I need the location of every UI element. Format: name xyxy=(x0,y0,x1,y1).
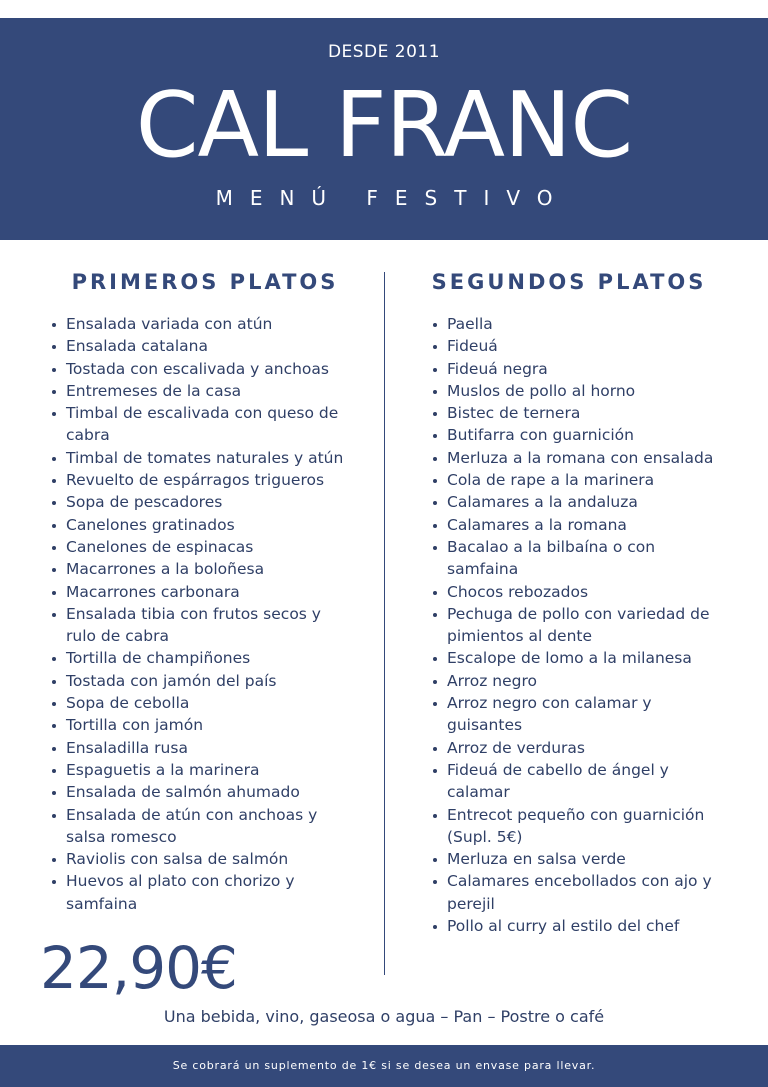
menu-item: Ensalada variada con atún xyxy=(50,313,350,335)
menu-item: Calamares a la romana xyxy=(431,514,721,536)
menu-item: Merluza en salsa verde xyxy=(431,848,721,870)
menu-item: Sopa de pescadores xyxy=(50,491,350,513)
menu-item: Fideuá xyxy=(431,335,721,357)
menu-item: Sopa de cebolla xyxy=(50,692,350,714)
footer-banner xyxy=(0,1045,768,1087)
menu-item: Calamares encebollados con ajo y perejil xyxy=(431,870,721,915)
menu-item: Paella xyxy=(431,313,721,335)
segundos-list xyxy=(431,313,721,937)
primeros-heading: PRIMEROS PLATOS xyxy=(71,270,339,294)
menu-item: Tortilla de champiñones xyxy=(50,647,350,669)
menu-item: Ensalada catalana xyxy=(50,335,350,357)
menu-item: Escalope de lomo a la milanesa xyxy=(431,647,721,669)
menu-item: Huevos al plato con chorizo y samfaina xyxy=(50,870,350,915)
menu-price: 22,90€ xyxy=(40,934,237,1002)
column-divider xyxy=(384,272,385,975)
menu-item: Tostada con jamón del país xyxy=(50,670,350,692)
menu-item: Timbal de escalivada con queso de cabra xyxy=(50,402,350,447)
menu-item: Merluza a la romana con ensalada xyxy=(431,447,721,469)
menu-item: Raviolis con salsa de salmón xyxy=(50,848,350,870)
segundos-heading: SEGUNDOS PLATOS xyxy=(431,270,707,294)
menu-item: Timbal de tomates naturales y atún xyxy=(50,447,350,469)
menu-item: Canelones gratinados xyxy=(50,514,350,536)
footer-note: Se cobrará un suplemento de 1€ si se desea un envase para llevar. xyxy=(172,1059,596,1072)
menu-item: Macarrones a la boloñesa xyxy=(50,558,350,580)
menu-item: Ensalada de atún con anchoas y salsa romesco xyxy=(50,804,350,849)
menu-item: Tostada con escalivada y anchoas xyxy=(50,358,350,380)
menu-item: Espaguetis a la marinera xyxy=(50,759,350,781)
menu-item: Arroz negro xyxy=(431,670,721,692)
menu-item: Entrecot pequeño con guarnición (Supl. 5€) xyxy=(431,804,721,849)
menu-item: Chocos rebozados xyxy=(431,581,721,603)
menu-item: Calamares a la andaluza xyxy=(431,491,721,513)
menu-item: Fideuá de cabello de ángel y calamar xyxy=(431,759,721,804)
menu-item: Ensalada tibia con frutos secos y rulo de cabra xyxy=(50,603,350,648)
restaurant-name: CAL FRANC xyxy=(135,73,633,178)
menu-item: Bistec de ternera xyxy=(431,402,721,424)
menu-includes: Una bebida, vino, gaseosa o agua – Pan – Postre o café xyxy=(163,1007,605,1026)
menu-item: Muslos de pollo al horno xyxy=(431,380,721,402)
menu-item: Entremeses de la casa xyxy=(50,380,350,402)
menu-item: Pollo al curry al estilo del chef xyxy=(431,915,721,937)
menu-item: Bacalao a la bilbaína o con samfaina xyxy=(431,536,721,581)
menu-item: Arroz de verduras xyxy=(431,737,721,759)
menu-item: Canelones de espinacas xyxy=(50,536,350,558)
menu-item: Cola de rape a la marinera xyxy=(431,469,721,491)
menu-item: Ensaladilla rusa xyxy=(50,737,350,759)
header-banner xyxy=(0,18,768,240)
menu-item: Pechuga de pollo con variedad de pimientos al dente xyxy=(431,603,721,648)
menu-subtitle: MENÚ FESTIVO xyxy=(215,186,570,210)
menu-item: Macarrones carbonara xyxy=(50,581,350,603)
primeros-list xyxy=(50,313,350,915)
menu-item: Fideuá negra xyxy=(431,358,721,380)
menu-item: Tortilla con jamón xyxy=(50,714,350,736)
menu-item: Revuelto de espárragos trigueros xyxy=(50,469,350,491)
menu-item: Ensalada de salmón ahumado xyxy=(50,781,350,803)
menu-item: Butifarra con guarnición xyxy=(431,424,721,446)
menu-item: Arroz negro con calamar y guisantes xyxy=(431,692,721,737)
since-label: DESDE 2011 xyxy=(327,42,441,62)
